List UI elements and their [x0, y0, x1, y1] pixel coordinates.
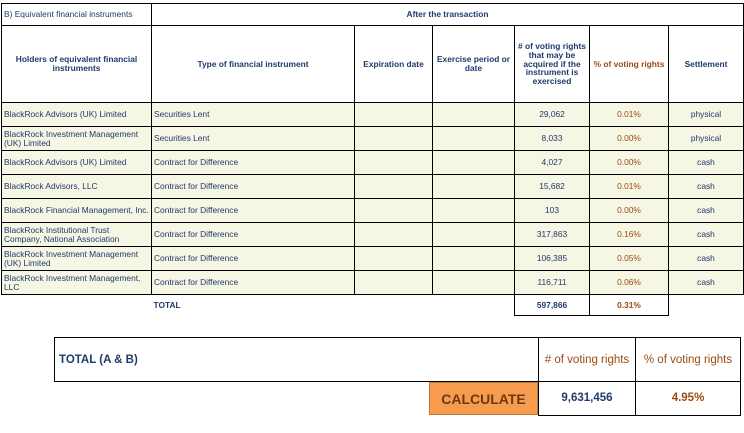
- type-cell[interactable]: Contract for Difference: [152, 199, 355, 223]
- summary-votes-value: 9,631,456: [539, 382, 636, 416]
- type-cell[interactable]: Contract for Difference: [152, 223, 355, 247]
- holder-cell[interactable]: BlackRock Financial Management, Inc.: [2, 199, 152, 223]
- summary-table: [54, 337, 741, 416]
- expiration-cell[interactable]: [355, 223, 433, 247]
- expiration-cell[interactable]: [355, 151, 433, 175]
- total-spacer: [2, 295, 152, 316]
- holder-cell[interactable]: BlackRock Advisors (UK) Limited: [2, 103, 152, 127]
- holder-cell[interactable]: BlackRock Institutional Trust Company, National Association: [2, 223, 152, 247]
- settlement-cell[interactable]: cash: [669, 151, 744, 175]
- col-header-voting-rights: # of voting rights that may be acquired if the instrument is exercised: [515, 26, 590, 103]
- calculate-button[interactable]: CALCULATE: [429, 382, 538, 415]
- votes-cell[interactable]: 29,062: [515, 103, 590, 127]
- type-cell[interactable]: Securities Lent: [152, 127, 355, 151]
- votes-cell[interactable]: 4,027: [515, 151, 590, 175]
- total-label: TOTAL: [153, 299, 181, 310]
- votes-cell[interactable]: 317,863: [515, 223, 590, 247]
- pct-cell: 0.00%: [590, 151, 669, 175]
- table-row: [2, 103, 744, 127]
- pct-cell: 0.01%: [590, 175, 669, 199]
- settlement-cell[interactable]: cash: [669, 247, 744, 271]
- exercise-cell[interactable]: [433, 271, 515, 295]
- holder-cell[interactable]: BlackRock Investment Management, LLC: [2, 271, 152, 295]
- pct-cell: 0.16%: [590, 223, 669, 247]
- holder-cell[interactable]: BlackRock Advisors, LLC: [2, 175, 152, 199]
- holder-cell[interactable]: BlackRock Investment Management (UK) Limited: [2, 247, 152, 271]
- after-transaction-header: After the transaction: [152, 4, 744, 26]
- calculate-cell: [55, 382, 539, 416]
- exercise-cell[interactable]: [433, 103, 515, 127]
- total-row: [2, 295, 744, 316]
- expiration-cell[interactable]: [355, 199, 433, 223]
- total-votes: 597,866: [515, 295, 590, 316]
- col-header-type: Type of financial instrument: [152, 26, 355, 103]
- col-header-exercise: Exercise period or date: [433, 26, 515, 103]
- pct-cell: 0.01%: [590, 103, 669, 127]
- pct-cell: 0.00%: [590, 199, 669, 223]
- holder-cell[interactable]: BlackRock Investment Management (UK) Limited: [2, 127, 152, 151]
- votes-cell[interactable]: 15,682: [515, 175, 590, 199]
- summary-pct-value: 4.95%: [636, 382, 741, 416]
- type-cell[interactable]: Contract for Difference: [152, 175, 355, 199]
- total-pct: 0.31%: [590, 295, 669, 316]
- pct-cell: 0.05%: [590, 247, 669, 271]
- type-cell[interactable]: Contract for Difference: [152, 247, 355, 271]
- col-header-pct-voting: % of voting rights: [590, 26, 669, 103]
- expiration-cell[interactable]: [355, 127, 433, 151]
- settlement-cell[interactable]: physical: [669, 103, 744, 127]
- holder-cell[interactable]: BlackRock Advisors (UK) Limited: [2, 151, 152, 175]
- expiration-cell[interactable]: [355, 175, 433, 199]
- votes-cell[interactable]: 103: [515, 199, 590, 223]
- type-cell[interactable]: Contract for Difference: [152, 151, 355, 175]
- type-cell[interactable]: Contract for Difference: [152, 271, 355, 295]
- summary-votes-header: # of voting rights: [539, 338, 636, 382]
- exercise-cell[interactable]: [433, 223, 515, 247]
- table-row: [2, 223, 744, 247]
- settlement-cell[interactable]: cash: [669, 271, 744, 295]
- pct-cell: 0.06%: [590, 271, 669, 295]
- expiration-cell[interactable]: [355, 103, 433, 127]
- summary-pct-header: % of voting rights: [636, 338, 741, 382]
- section-title: B) Equivalent financial instruments: [2, 4, 152, 26]
- exercise-cell[interactable]: [433, 247, 515, 271]
- summary-label: TOTAL (A & B): [55, 338, 539, 382]
- col-header-settlement: Settlement: [669, 26, 744, 103]
- total-spacer: [669, 295, 744, 316]
- exercise-cell[interactable]: [433, 175, 515, 199]
- col-header-holders: Holders of equivalent financial instruments: [2, 26, 152, 103]
- exercise-cell[interactable]: [433, 127, 515, 151]
- pct-cell: 0.00%: [590, 127, 669, 151]
- votes-cell[interactable]: 106,385: [515, 247, 590, 271]
- expiration-cell[interactable]: [355, 247, 433, 271]
- table-row: [2, 271, 744, 295]
- table-row: [2, 151, 744, 175]
- settlement-cell[interactable]: cash: [669, 199, 744, 223]
- settlement-cell[interactable]: physical: [669, 127, 744, 151]
- votes-cell[interactable]: 116,711: [515, 271, 590, 295]
- table-row: [2, 175, 744, 199]
- votes-cell[interactable]: 8,033: [515, 127, 590, 151]
- exercise-cell[interactable]: [433, 199, 515, 223]
- type-cell[interactable]: Securities Lent: [152, 103, 355, 127]
- expiration-cell[interactable]: [355, 271, 433, 295]
- table-row: [2, 199, 744, 223]
- table-row: [2, 127, 744, 151]
- col-header-expiration: Expiration date: [355, 26, 433, 103]
- settlement-cell[interactable]: cash: [669, 175, 744, 199]
- equivalent-instruments-table: [1, 3, 744, 316]
- table-row: [2, 247, 744, 271]
- settlement-cell[interactable]: cash: [669, 223, 744, 247]
- exercise-cell[interactable]: [433, 151, 515, 175]
